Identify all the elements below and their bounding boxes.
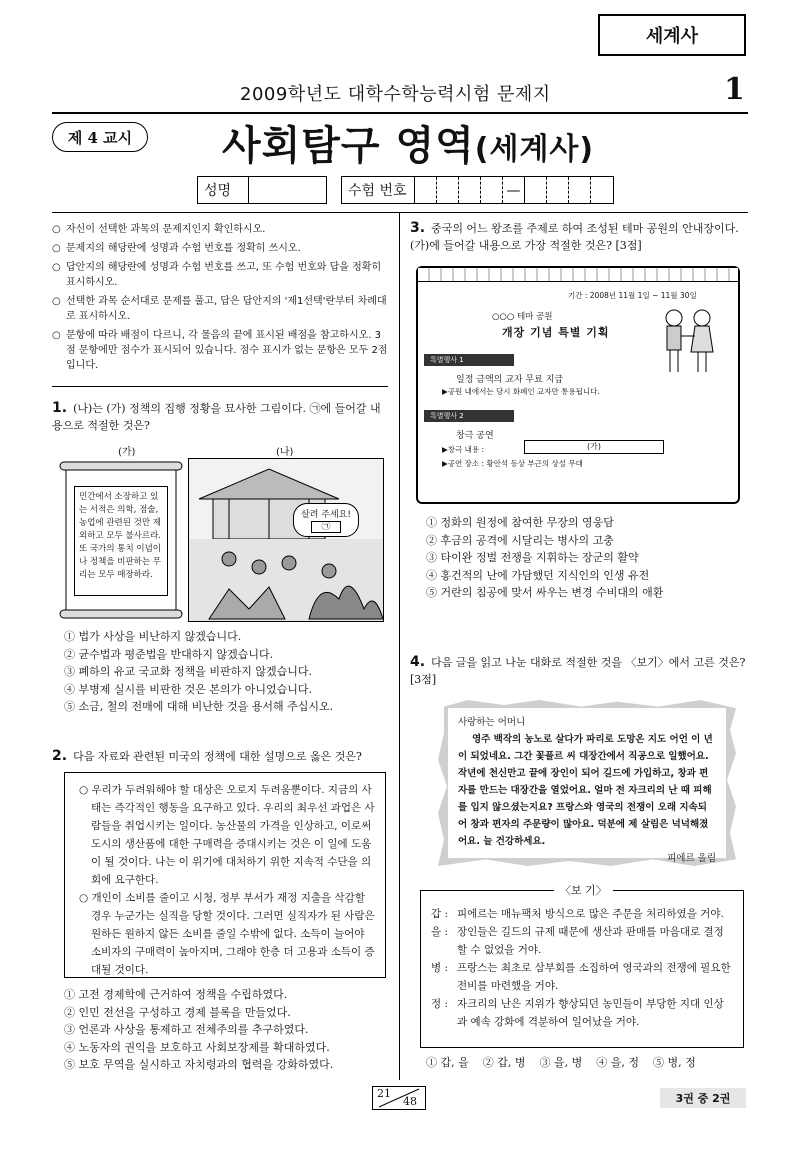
- bogi-item: 갑 : 피에르는 매뉴팩처 방식으로 많은 주문을 처리하였을 거야.: [431, 908, 724, 920]
- q2-option-4[interactable]: ④ 노동자의 권익을 보호하고 사회보장제를 확대하였다.: [64, 1040, 330, 1054]
- instruction-item: ○ 문제지의 해당란에 성명과 수험 번호를 정확히 쓰시오.: [52, 241, 388, 256]
- q2-stem: 2. 다음 자료와 관련된 미국의 정책에 대한 설명으로 옳은 것은?: [52, 748, 362, 764]
- page-number: 1: [724, 72, 745, 107]
- q3-options: [426, 514, 744, 602]
- event-title: 개장 기념 특별 기획: [502, 326, 610, 339]
- q1-label-a: (가): [118, 447, 136, 458]
- bogi-item: 병 : 프랑스는 최초로 삼부회를 소집하여 영국과의 전쟁에 필요한 전비를 마련했을 거야.: [431, 962, 731, 992]
- speech-bubble: 살려 주세요! ㉠: [293, 503, 359, 537]
- event2-place: ▶공연 장소 : 황안석 동상 부근의 상설 무대: [442, 459, 583, 468]
- bogi-title: 〈보 기〉: [554, 882, 613, 898]
- q4-options: [426, 1054, 744, 1072]
- q3-option-4[interactable]: ④ 홍건적의 난에 가담했던 지식인의 인생 유전: [426, 568, 650, 582]
- q4-option-1[interactable]: ① 갑, 을: [426, 1056, 469, 1069]
- bogi-item: 정 : 자크리의 난은 지위가 향상되던 농민들이 부당한 지대 인상과 예속 강화에 격분하여 일어났을 거야.: [431, 998, 724, 1028]
- instruction-item: ○ 답안지의 해당란에 성명과 수험 번호를 쓰고, 또 수험 번호와 답을 정확히 표시하시오.: [52, 260, 388, 290]
- letter-greeting: 사랑하는 어머니: [458, 717, 526, 728]
- q2-option-1[interactable]: ① 고전 경제학에 근거하여 정책을 수립하였다.: [64, 988, 288, 1001]
- q2-option-3[interactable]: ③ 언론과 사상을 통제하고 전체주의를 추구하였다.: [64, 1023, 309, 1036]
- burning-scene: [189, 459, 384, 622]
- instructions-rule: [52, 386, 388, 387]
- q1-option-5[interactable]: ⑤ 소금, 철의 전매에 대해 비난한 것을 용서해 주십시오.: [64, 700, 334, 713]
- children-illustration: [658, 306, 718, 378]
- name-label: 성명: [197, 176, 249, 204]
- area-title-main: 사회탐구 영역: [222, 123, 475, 169]
- event2-title: 창극 공연: [456, 431, 494, 441]
- section-rule: [52, 212, 748, 213]
- column-divider: [399, 212, 400, 1080]
- park-name: ○○○ 테마 공원: [492, 312, 553, 322]
- q2-source-box: [64, 772, 386, 978]
- q4-bogi-box: [420, 890, 744, 1048]
- q1-options: [64, 628, 388, 716]
- letter-body: 영주 백작의 농노로 살다가 파리로 도망온 지도 어언 이 년이 되었네요. 그간 꽃플르 씨 대장간에서 직공으로 일했어요. 작년에 천신만고 끝에 장인이 되어 길드에 가입하고, 창과 편자를 만드는 대장간을 열었어요. 얼마 전 자크리의 난 때 피해를 입지 않으셨는지요? 프랑스와 영국의 전쟁이 오래 지속되어 창과 편자의 주문량이 많아요. 덕분에 제 살림은 넉넉해졌어요. 늘 건강하세요.: [458, 734, 713, 847]
- instruction-item: ○ 문항에 따라 배점이 다르니, 각 물음의 끝에 표시된 배점을 참고하시오. 3점 문항에만 점수가 표시되어 있습니다. 점수 표시가 없는 문항은 모두 2점입니다.: [52, 328, 388, 373]
- exam-title: 2009학년도 대학수학능력시험 문제지: [240, 84, 551, 105]
- period-badge: 제 4 교시: [52, 122, 148, 152]
- footer-volume: 3권 중 2권: [660, 1088, 746, 1108]
- q3-number: 3.: [410, 220, 426, 236]
- q4-letter: [448, 708, 726, 864]
- event2-tag: 특별행사 2: [424, 410, 514, 422]
- q1-option-3[interactable]: ③ 폐하의 유교 국교화 정책을 비판하지 않겠습니다.: [64, 665, 312, 678]
- q4-option-5[interactable]: ⑤ 병, 정: [653, 1056, 696, 1069]
- subject-box: 세계사: [598, 14, 746, 56]
- q1-option-2[interactable]: ② 균수법과 평준법을 반대하지 않겠습니다.: [64, 647, 274, 661]
- q3-brochure: [416, 266, 740, 504]
- letter-signature: 피에르 올림: [667, 853, 716, 864]
- bogi-item: 을 : 장인들은 길드의 규제 때문에 생산과 판매를 마음대로 결정할 수 없었을 거야.: [431, 926, 724, 956]
- q1-number: 1.: [52, 400, 68, 416]
- event2-blank: (가): [524, 440, 664, 454]
- event1-desc: ▶공원 내에서는 당시 화폐인 교자만 통용됩니다.: [442, 387, 600, 396]
- q2-number: 2.: [52, 748, 68, 764]
- footer-page-top: 21: [377, 1087, 391, 1100]
- q2-option-5[interactable]: ⑤ 보호 무역을 실시하고 자치령과의 협력을 강화하였다.: [64, 1058, 334, 1071]
- q1-illustration: [188, 458, 384, 622]
- instruction-item: ○ 자신이 선택한 과목의 문제지인지 확인하시오.: [52, 222, 388, 237]
- q1-label-b: (나): [276, 447, 294, 458]
- footer-page-box: [372, 1086, 426, 1110]
- event1-title: 일정 금액의 교자 무료 지급: [456, 375, 564, 385]
- name-field[interactable]: [249, 176, 327, 204]
- q4-option-4[interactable]: ④ 을, 정: [596, 1056, 639, 1069]
- q1-stem: 1. (나)는 (가) 정책의 집행 정황을 묘사한 그림이다. ㉠에 들어갈 내용으로 적절한 것은?: [52, 400, 381, 432]
- q3-option-3[interactable]: ③ 타이완 정벌 전쟁을 지휘하는 장군의 활약: [426, 551, 639, 564]
- q2-source-2: ○ 개인이 소비를 줄이고 시청, 정부 부서가 재정 지출을 삭감할 경우 누군가는 실직을 당할 것이다. 그러면 실직자가 된 사람은 원하든 원하지 않든 소비를 줄일 수밖에 없다. 소득이 늘어야 소비자의 구매력이 높아지며, 그래야 한층 더 고용과 소득이 증대될 것이다.: [79, 892, 375, 976]
- q2-options: [64, 986, 388, 1074]
- name-exam-row: [197, 176, 614, 204]
- footer-page-bottom: 48: [403, 1095, 417, 1108]
- q1-scroll: [58, 460, 184, 620]
- q1-option-1[interactable]: ① 법가 사상을 비난하지 않겠습니다.: [64, 630, 242, 643]
- q3-option-1[interactable]: ① 정화의 원정에 참여한 무장의 영웅담: [426, 516, 614, 529]
- q4-stem: 4. 다음 글을 읽고 나눈 대화로 적절한 것을 〈보기〉에서 고른 것은? [3점]: [410, 654, 746, 686]
- q3-stem: 3. 중국의 어느 왕조를 주제로 하여 조성된 테마 공원의 안내장이다. (가)에 들어갈 내용으로 가장 적절한 것은? [3점]: [410, 220, 739, 252]
- q4-number: 4.: [410, 654, 426, 670]
- area-title-sub: (세계사): [474, 132, 595, 167]
- q3-option-5[interactable]: ⑤ 거란의 침공에 맞서 싸우는 변경 수비대의 애환: [426, 586, 664, 599]
- q2-source-1: ○ 우리가 두려워해야 할 대상은 오로지 두려움뿐이다. 지금의 사태는 즉각적인 행동을 요구하고 있다. 우리의 최우선 과업은 사람들을 취업시키는 일이다. 농산물의 가격을 인상하고, 이로써 도시의 생산품에 대한 구매력을 증대시키는 것은 이 일에 도움이 될 것이다. 나는 이 위기에 대처하기 위한 지속적 수단을 의회에 요구한다.: [79, 784, 375, 886]
- instructions: [52, 222, 388, 377]
- exam-no-label: 수험 번호: [341, 176, 415, 204]
- instruction-item: ○ 선택한 과목 순서대로 문제를 풀고, 답은 답안지의 '제1선택'란부터 차례대로 표시하시오.: [52, 294, 388, 324]
- scroll-text: 민간에서 소장하고 있는 서적은 의학, 점술, 농업에 관련된 것만 제외하고 모두 불사르라. 또 국가의 통치 이념이나 정책을 비판하는 무리는 모두 매장하라.: [74, 486, 168, 596]
- area-title: [222, 114, 594, 171]
- event1-tag: 특별행사 1: [424, 354, 514, 366]
- q4-option-3[interactable]: ③ 을, 병: [539, 1056, 583, 1069]
- q4-option-2[interactable]: ② 갑, 병: [482, 1056, 526, 1069]
- event2-content-label: ▶창극 내용 :: [442, 445, 485, 454]
- q2-option-2[interactable]: ② 인민 전선을 구성하고 경제 블록을 만들었다.: [64, 1005, 291, 1019]
- q1-option-4[interactable]: ④ 부병제 실시를 비판한 것은 본의가 아니었습니다.: [64, 682, 312, 696]
- event-period: 기간 : 2008년 11월 1일 ~ 11월 30일: [568, 291, 697, 300]
- q3-option-2[interactable]: ② 후금의 공격에 시달리는 병사의 고충: [426, 533, 614, 547]
- exam-no-field[interactable]: —: [415, 176, 614, 204]
